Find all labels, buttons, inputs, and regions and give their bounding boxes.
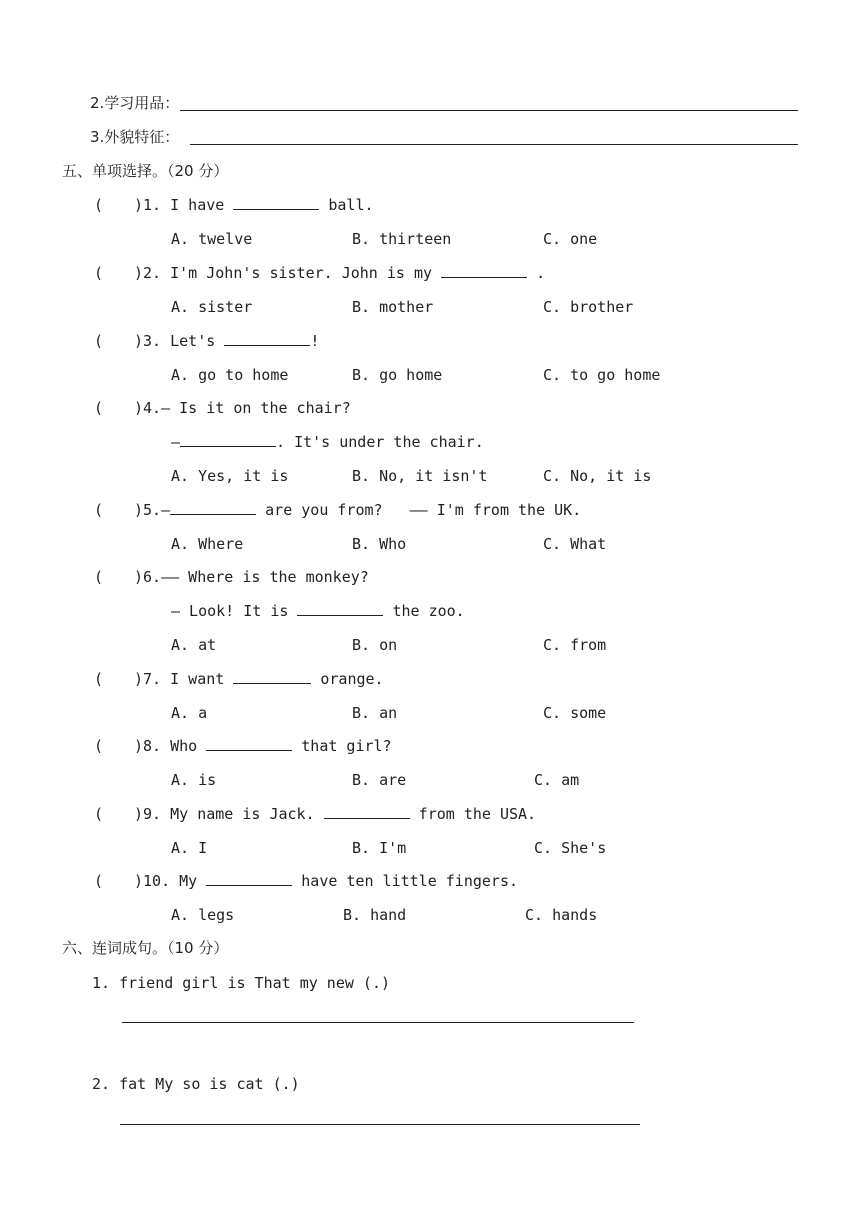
option-b[interactable]: B. go home — [352, 366, 443, 384]
option-c[interactable]: C. from — [543, 636, 607, 654]
question-5 — [134, 500, 581, 520]
option-b[interactable]: B. No, it isn't — [352, 467, 488, 485]
question-8 — [134, 736, 392, 756]
option-c[interactable]: C. No, it is — [543, 467, 652, 485]
option-b[interactable]: B. hand — [343, 906, 407, 924]
item-2-label: 2.学习用品： — [90, 94, 180, 112]
fill-blank[interactable] — [324, 804, 410, 819]
option-a[interactable]: A. is — [171, 771, 217, 789]
option-b[interactable]: B. I'm — [352, 839, 407, 857]
option-a[interactable]: A. legs — [171, 906, 235, 924]
question-number: )5. — [134, 501, 162, 519]
question-text: I'm John's sister. John is my — [161, 264, 442, 282]
option-c[interactable]: C. to go home — [543, 366, 661, 384]
question-text: orange. — [311, 670, 384, 688]
sentence-2-answer-line[interactable] — [120, 1124, 640, 1125]
option-c[interactable]: C. She's — [534, 839, 607, 857]
option-a[interactable]: A. twelve — [171, 230, 253, 248]
option-b[interactable]: B. mother — [352, 298, 434, 316]
option-c[interactable]: C. am — [534, 771, 580, 789]
answer-paren[interactable]: ( — [94, 196, 104, 214]
question-text: that girl? — [292, 737, 392, 755]
fill-blank[interactable] — [206, 736, 292, 751]
fill-blank[interactable] — [206, 871, 292, 886]
question-6-reply — [171, 601, 465, 621]
fill-blank[interactable] — [224, 331, 310, 346]
option-a[interactable]: A. a — [171, 704, 208, 722]
sentence-1-answer-line[interactable] — [122, 1022, 634, 1023]
question-text: have ten little fingers. — [292, 872, 519, 890]
answer-paren[interactable]: ( — [94, 670, 104, 688]
question-text: — — [161, 501, 171, 519]
sentence-1-words: 1. friend girl is That my new (.) — [92, 974, 391, 992]
question-text: — Is it on the chair? — [161, 399, 351, 417]
question-10 — [134, 871, 518, 891]
option-a[interactable]: A. at — [171, 636, 217, 654]
option-a[interactable]: A. I — [171, 839, 208, 857]
question-text: —— Where is the monkey? — [161, 568, 369, 586]
option-a[interactable]: A. Where — [171, 535, 244, 553]
answer-paren[interactable]: ( — [94, 264, 104, 282]
option-b[interactable]: B. an — [352, 704, 398, 722]
fill-blank[interactable] — [170, 500, 256, 515]
answer-paren[interactable]: ( — [94, 399, 104, 417]
fill-blank[interactable] — [441, 263, 527, 278]
question-number: )6. — [134, 568, 162, 586]
option-b[interactable]: B. on — [352, 636, 398, 654]
question-7 — [134, 669, 384, 689]
question-9 — [134, 804, 536, 824]
option-b[interactable]: B. thirteen — [352, 230, 452, 248]
question-4 — [134, 398, 351, 418]
question-6 — [134, 567, 369, 587]
answer-paren[interactable]: ( — [94, 568, 104, 586]
question-text: ! — [310, 332, 320, 350]
question-text: the zoo. — [383, 602, 465, 620]
question-text: Let's — [161, 332, 225, 350]
answer-paren[interactable]: ( — [94, 501, 104, 519]
question-text: My — [170, 872, 207, 890]
answer-paren[interactable]: ( — [94, 805, 104, 823]
fill-blank[interactable] — [297, 601, 383, 616]
question-number: )10. — [134, 872, 171, 890]
question-text: Who — [161, 737, 207, 755]
question-text: I want — [161, 670, 234, 688]
question-number: )2. — [134, 264, 162, 282]
fill-blank[interactable] — [180, 432, 276, 447]
question-number: )8. — [134, 737, 162, 755]
question-text: — — [171, 433, 181, 451]
option-c[interactable]: C. one — [543, 230, 598, 248]
option-a[interactable]: A. go to home — [171, 366, 289, 384]
answer-paren[interactable]: ( — [94, 332, 104, 350]
question-text: I have — [161, 196, 234, 214]
answer-paren[interactable]: ( — [94, 737, 104, 755]
option-a[interactable]: A. Yes, it is — [171, 467, 289, 485]
answer-paren[interactable]: ( — [94, 872, 104, 890]
question-text: from the USA. — [409, 805, 537, 823]
option-a[interactable]: A. sister — [171, 298, 253, 316]
option-c[interactable]: C. some — [543, 704, 607, 722]
question-text: My name is Jack. — [161, 805, 324, 823]
section-6-heading: 六、连词成句。（10 分） — [62, 939, 229, 957]
question-2 — [134, 263, 545, 283]
fill-blank[interactable] — [233, 195, 319, 210]
question-text: are you from? —— I'm from the UK. — [256, 501, 582, 519]
option-c[interactable]: C. What — [543, 535, 607, 553]
question-1 — [134, 195, 374, 215]
question-number: )7. — [134, 670, 162, 688]
question-text: . It's under the chair. — [276, 433, 484, 451]
question-4-reply — [171, 432, 484, 452]
question-number: )9. — [134, 805, 162, 823]
answer-line-3[interactable] — [190, 144, 798, 145]
question-text: . — [527, 264, 546, 282]
option-c[interactable]: C. brother — [543, 298, 634, 316]
question-3 — [134, 331, 319, 351]
question-text: ball. — [319, 196, 374, 214]
option-c[interactable]: C. hands — [525, 906, 598, 924]
question-number: )1. — [134, 196, 162, 214]
sentence-2-words: 2. fat My so is cat (.) — [92, 1075, 300, 1093]
item-3-label: 3.外貌特征： — [90, 128, 180, 146]
question-number: )3. — [134, 332, 162, 350]
answer-line-2[interactable] — [180, 110, 798, 111]
fill-blank[interactable] — [233, 669, 311, 684]
option-b[interactable]: B. Who — [352, 535, 407, 553]
section-5-heading: 五、单项选择。（20 分） — [62, 162, 229, 180]
question-number: )4. — [134, 399, 162, 417]
question-text: — Look! It is — [171, 602, 298, 620]
option-b[interactable]: B. are — [352, 771, 407, 789]
